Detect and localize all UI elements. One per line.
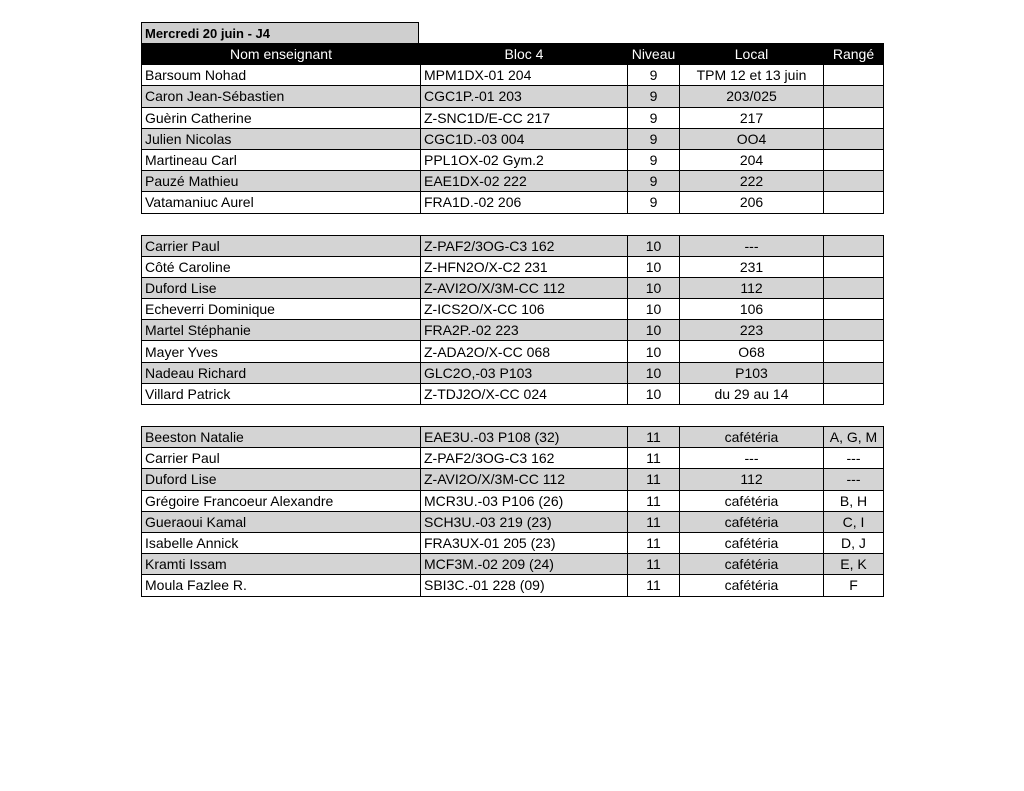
table-row — [142, 192, 884, 213]
header-bloc: Bloc 4 — [421, 44, 628, 65]
cell-bloc: SCH3U.-03 219 (23) — [421, 511, 628, 532]
group-spacer — [142, 405, 884, 427]
cell-niveau: 9 — [628, 107, 680, 128]
cell-bloc: CGC1P.-01 203 — [421, 86, 628, 107]
table-row — [142, 427, 884, 448]
cell-local: 106 — [680, 299, 824, 320]
cell-nom: Echeverri Dominique — [142, 299, 421, 320]
cell-niveau: 10 — [628, 383, 680, 404]
cell-niveau: 9 — [628, 192, 680, 213]
cell-niveau: 11 — [628, 448, 680, 469]
cell-range — [824, 65, 884, 86]
group-spacer — [142, 213, 884, 235]
cell-niveau: 10 — [628, 320, 680, 341]
cell-nom: Nadeau Richard — [142, 362, 421, 383]
cell-nom: Moula Fazlee R. — [142, 575, 421, 596]
cell-bloc: MCR3U.-03 P106 (26) — [421, 490, 628, 511]
cell-nom: Grégoire Francoeur Alexandre — [142, 490, 421, 511]
cell-bloc: Z-ADA2O/X-CC 068 — [421, 341, 628, 362]
cell-local: P103 — [680, 362, 824, 383]
cell-nom: Villard Patrick — [142, 383, 421, 404]
cell-local: --- — [680, 235, 824, 256]
table-row — [142, 86, 884, 107]
cell-niveau: 9 — [628, 149, 680, 170]
cell-local: 206 — [680, 192, 824, 213]
cell-nom: Mayer Yves — [142, 341, 421, 362]
table-row — [142, 383, 884, 404]
cell-nom: Carrier Paul — [142, 448, 421, 469]
cell-nom: Kramti Issam — [142, 554, 421, 575]
cell-bloc: EAE1DX-02 222 — [421, 171, 628, 192]
cell-nom: Vatamaniuc Aurel — [142, 192, 421, 213]
cell-nom: Julien Nicolas — [142, 128, 421, 149]
cell-local: 231 — [680, 256, 824, 277]
cell-range: A, G, M — [824, 427, 884, 448]
cell-bloc: FRA2P.-02 223 — [421, 320, 628, 341]
table-row — [142, 532, 884, 553]
sheet-title: Mercredi 20 juin - J4 — [141, 22, 419, 43]
header-nom: Nom enseignant — [142, 44, 421, 65]
cell-range — [824, 256, 884, 277]
cell-bloc: FRA3UX-01 205 (23) — [421, 532, 628, 553]
cell-nom: Martineau Carl — [142, 149, 421, 170]
table-row — [142, 128, 884, 149]
cell-niveau: 10 — [628, 341, 680, 362]
cell-local: 112 — [680, 469, 824, 490]
cell-bloc: GLC2O,-03 P103 — [421, 362, 628, 383]
table-row — [142, 320, 884, 341]
cell-local: cafétéria — [680, 532, 824, 553]
cell-local: cafétéria — [680, 575, 824, 596]
cell-niveau: 11 — [628, 532, 680, 553]
cell-nom: Isabelle Annick — [142, 532, 421, 553]
cell-local: 203/025 — [680, 86, 824, 107]
cell-range — [824, 299, 884, 320]
cell-niveau: 11 — [628, 469, 680, 490]
cell-bloc: Z-AVI2O/X/3M-CC 112 — [421, 469, 628, 490]
cell-niveau: 10 — [628, 299, 680, 320]
cell-niveau: 11 — [628, 511, 680, 532]
cell-bloc: CGC1D.-03 004 — [421, 128, 628, 149]
cell-nom: Pauzé Mathieu — [142, 171, 421, 192]
cell-local: --- — [680, 448, 824, 469]
table-row — [142, 575, 884, 596]
cell-range: C, I — [824, 511, 884, 532]
cell-bloc: EAE3U.-03 P108 (32) — [421, 427, 628, 448]
cell-local: cafétéria — [680, 490, 824, 511]
schedule-table — [141, 43, 884, 597]
table-row — [142, 341, 884, 362]
cell-range — [824, 383, 884, 404]
cell-nom: Duford Lise — [142, 469, 421, 490]
cell-nom: Duford Lise — [142, 277, 421, 298]
table-row — [142, 362, 884, 383]
table-row — [142, 107, 884, 128]
header-local: Local — [680, 44, 824, 65]
cell-bloc: Z-PAF2/3OG-C3 162 — [421, 448, 628, 469]
cell-range — [824, 107, 884, 128]
cell-local: TPM 12 et 13 juin — [680, 65, 824, 86]
cell-bloc: Z-TDJ2O/X-CC 024 — [421, 383, 628, 404]
table-row — [142, 469, 884, 490]
cell-local: 222 — [680, 171, 824, 192]
table-row — [142, 65, 884, 86]
cell-nom: Martel Stéphanie — [142, 320, 421, 341]
cell-local: cafétéria — [680, 427, 824, 448]
cell-niveau: 9 — [628, 171, 680, 192]
cell-bloc: Z-AVI2O/X/3M-CC 112 — [421, 277, 628, 298]
cell-range: E, K — [824, 554, 884, 575]
cell-local: O68 — [680, 341, 824, 362]
cell-local: 112 — [680, 277, 824, 298]
cell-nom: Carrier Paul — [142, 235, 421, 256]
cell-local: 217 — [680, 107, 824, 128]
cell-niveau: 11 — [628, 575, 680, 596]
cell-nom: Beeston Natalie — [142, 427, 421, 448]
cell-range: F — [824, 575, 884, 596]
cell-nom: Caron Jean-Sébastien — [142, 86, 421, 107]
table-row — [142, 235, 884, 256]
cell-range — [824, 362, 884, 383]
cell-local: 204 — [680, 149, 824, 170]
cell-bloc: MCF3M.-02 209 (24) — [421, 554, 628, 575]
table-row — [142, 256, 884, 277]
cell-range — [824, 171, 884, 192]
cell-local: 223 — [680, 320, 824, 341]
cell-niveau: 11 — [628, 490, 680, 511]
cell-range — [824, 341, 884, 362]
cell-range — [824, 149, 884, 170]
cell-local: cafétéria — [680, 511, 824, 532]
cell-local: du 29 au 14 — [680, 383, 824, 404]
table-row — [142, 511, 884, 532]
header-niveau: Niveau — [628, 44, 680, 65]
cell-niveau: 10 — [628, 362, 680, 383]
cell-nom: Gueraoui Kamal — [142, 511, 421, 532]
cell-niveau: 9 — [628, 86, 680, 107]
cell-range — [824, 128, 884, 149]
cell-range — [824, 277, 884, 298]
table-row — [142, 299, 884, 320]
cell-bloc: Z-HFN2O/X-C2 231 — [421, 256, 628, 277]
cell-niveau: 10 — [628, 235, 680, 256]
table-row — [142, 171, 884, 192]
cell-bloc: SBI3C.-01 228 (09) — [421, 575, 628, 596]
cell-niveau: 9 — [628, 65, 680, 86]
cell-range — [824, 86, 884, 107]
cell-range: B, H — [824, 490, 884, 511]
cell-local: OO4 — [680, 128, 824, 149]
cell-niveau: 11 — [628, 427, 680, 448]
table-row — [142, 277, 884, 298]
cell-range — [824, 320, 884, 341]
table-row — [142, 490, 884, 511]
cell-nom: Barsoum Nohad — [142, 65, 421, 86]
cell-bloc: Z-SNC1D/E-CC 217 — [421, 107, 628, 128]
cell-niveau: 10 — [628, 277, 680, 298]
cell-range — [824, 192, 884, 213]
table-row — [142, 554, 884, 575]
cell-range: --- — [824, 448, 884, 469]
cell-nom: Côté Caroline — [142, 256, 421, 277]
cell-bloc: PPL1OX-02 Gym.2 — [421, 149, 628, 170]
cell-range: --- — [824, 469, 884, 490]
cell-niveau: 11 — [628, 554, 680, 575]
cell-bloc: FRA1D.-02 206 — [421, 192, 628, 213]
cell-niveau: 10 — [628, 256, 680, 277]
cell-bloc: Z-PAF2/3OG-C3 162 — [421, 235, 628, 256]
cell-local: cafétéria — [680, 554, 824, 575]
header-row — [142, 44, 884, 65]
cell-nom: Guèrin Catherine — [142, 107, 421, 128]
table-row — [142, 149, 884, 170]
cell-range — [824, 235, 884, 256]
header-range: Rangé — [824, 44, 884, 65]
cell-niveau: 9 — [628, 128, 680, 149]
table-row — [142, 448, 884, 469]
cell-bloc: MPM1DX-01 204 — [421, 65, 628, 86]
cell-range: D, J — [824, 532, 884, 553]
cell-bloc: Z-ICS2O/X-CC 106 — [421, 299, 628, 320]
schedule-sheet — [141, 22, 883, 597]
